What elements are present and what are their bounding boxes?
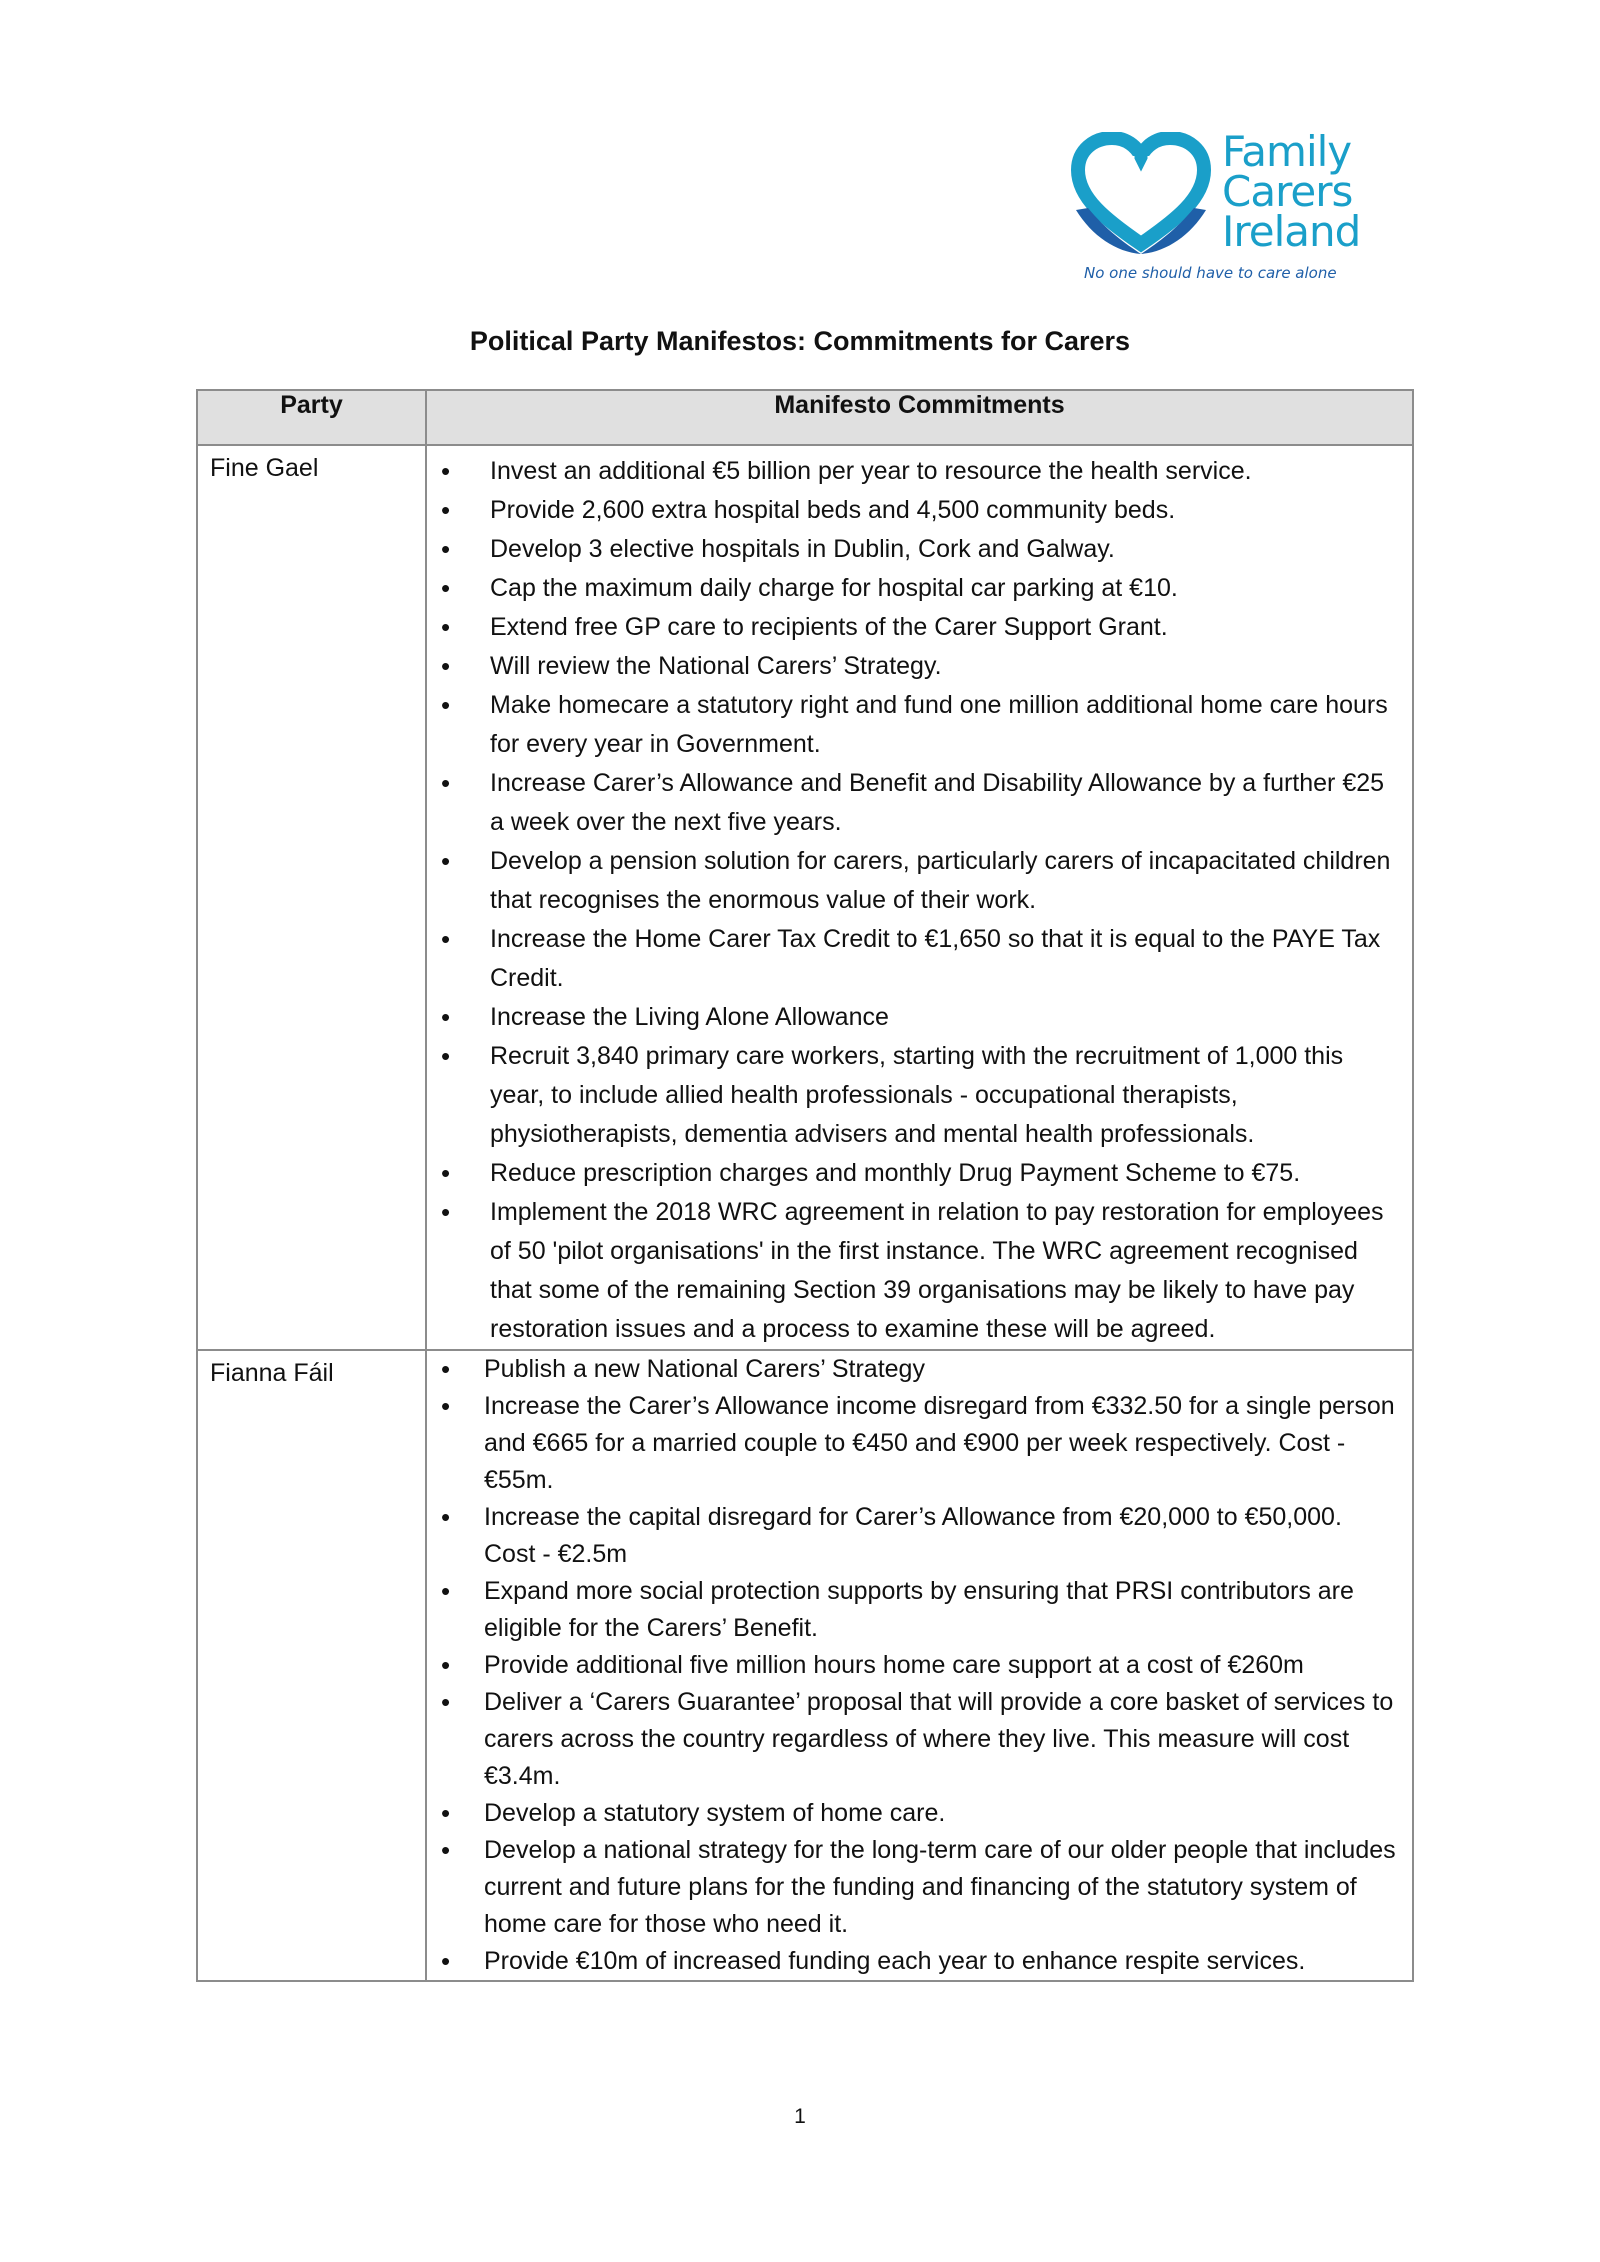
list-item: • Develop a national strategy for the long-term care of our older people that includes current and future plans for the funding and financing of the statutory system of home care for those who need it. (427, 1832, 1398, 1943)
logo-line-carers: Carers (1222, 167, 1353, 216)
header-party: Party (197, 390, 426, 445)
list-item: • Develop 3 elective hospitals in Dublin, Cork and Galway. (427, 530, 1398, 569)
list-item: • Provide €10m of increased funding each year to enhance respite services. (427, 1943, 1398, 1980)
commitments-cell (426, 1350, 1413, 1981)
party-name: Fianna Fáil (197, 1350, 426, 1981)
list-item: • Increase the Living Alone Allowance (427, 998, 1398, 1037)
table-row-fine-gael (197, 445, 1413, 1350)
list-item: • Invest an additional €5 billion per year to resource the health service. (427, 452, 1398, 491)
manifesto-table (196, 389, 1414, 1982)
list-item: • Publish a new National Carers’ Strategy (427, 1351, 1398, 1388)
list-item: • Increase the capital disregard for Carer’s Allowance from €20,000 to €50,000. Cost - €2.5m (427, 1499, 1398, 1573)
logo-line-ireland: Ireland (1222, 207, 1361, 256)
family-carers-ireland-logo (1046, 98, 1376, 318)
document-title: Political Party Manifestos: Commitments for Carers (469, 326, 1131, 356)
list-item: • Deliver a ‘Carers Guarantee’ proposal that will provide a core basket of services to carers across the country regardless of where they live. This measure will cost €3.4m. (427, 1684, 1398, 1795)
commitments-cell (426, 445, 1413, 1350)
list-item: • Develop a statutory system of home care. (427, 1795, 1398, 1832)
logo-wordmark (1222, 127, 1361, 256)
list-item: • Extend free GP care to recipients of the Carer Support Grant. (427, 608, 1398, 647)
commitments-list (427, 452, 1398, 1349)
page-number: 1 (794, 2105, 806, 2128)
list-item: • Recruit 3,840 primary care workers, starting with the recruitment of 1,000 this year, to include allied health professionals - occupational therapists, physiotherapists, dementia advisers and mental health professionals. (427, 1037, 1398, 1154)
table-row-fianna-fail (197, 1350, 1413, 1981)
list-item: • Expand more social protection supports by ensuring that PRSI contributors are eligible for the Carers’ Benefit. (427, 1573, 1398, 1647)
logo-tagline: No one should have to care alone (1084, 264, 1337, 282)
header-commitments: Manifesto Commitments (426, 390, 1413, 445)
heart-hands-icon (1066, 132, 1216, 262)
list-item: • Develop a pension solution for carers, particularly carers of incapacitated children that recognises the enormous value of their work. (427, 842, 1398, 920)
commitments-list (427, 1351, 1398, 1980)
list-item: • Provide 2,600 extra hospital beds and 4,500 community beds. (427, 491, 1398, 530)
table-header-row (197, 390, 1413, 445)
list-item: • Increase the Home Carer Tax Credit to €1,650 so that it is equal to the PAYE Tax Credit. (427, 920, 1398, 998)
logo-line-family: Family (1222, 127, 1352, 176)
list-item: • Increase the Carer’s Allowance income disregard from €332.50 for a single person and €665 for a married couple to €450 and €900 per week respectively. Cost - €55m. (427, 1388, 1398, 1499)
list-item: • Provide additional five million hours home care support at a cost of €260m (427, 1647, 1398, 1684)
list-item: • Make homecare a statutory right and fund one million additional home care hours for every year in Government. (427, 686, 1398, 764)
list-item: • Will review the National Carers’ Strategy. (427, 647, 1398, 686)
party-name: Fine Gael (197, 445, 426, 1350)
list-item: • Cap the maximum daily charge for hospital car parking at €10. (427, 569, 1398, 608)
list-item: • Implement the 2018 WRC agreement in relation to pay restoration for employees of 50 'pilot organisations' in the first instance. The WRC agreement recognised that some of the remaining Section 39 organisations may be likely to have pay restoration issues and a process to examine these will be agreed. (427, 1193, 1398, 1349)
list-item: • Increase Carer’s Allowance and Benefit and Disability Allowance by a further €25 a week over the next five years. (427, 764, 1398, 842)
list-item: • Reduce prescription charges and monthly Drug Payment Scheme to €75. (427, 1154, 1398, 1193)
